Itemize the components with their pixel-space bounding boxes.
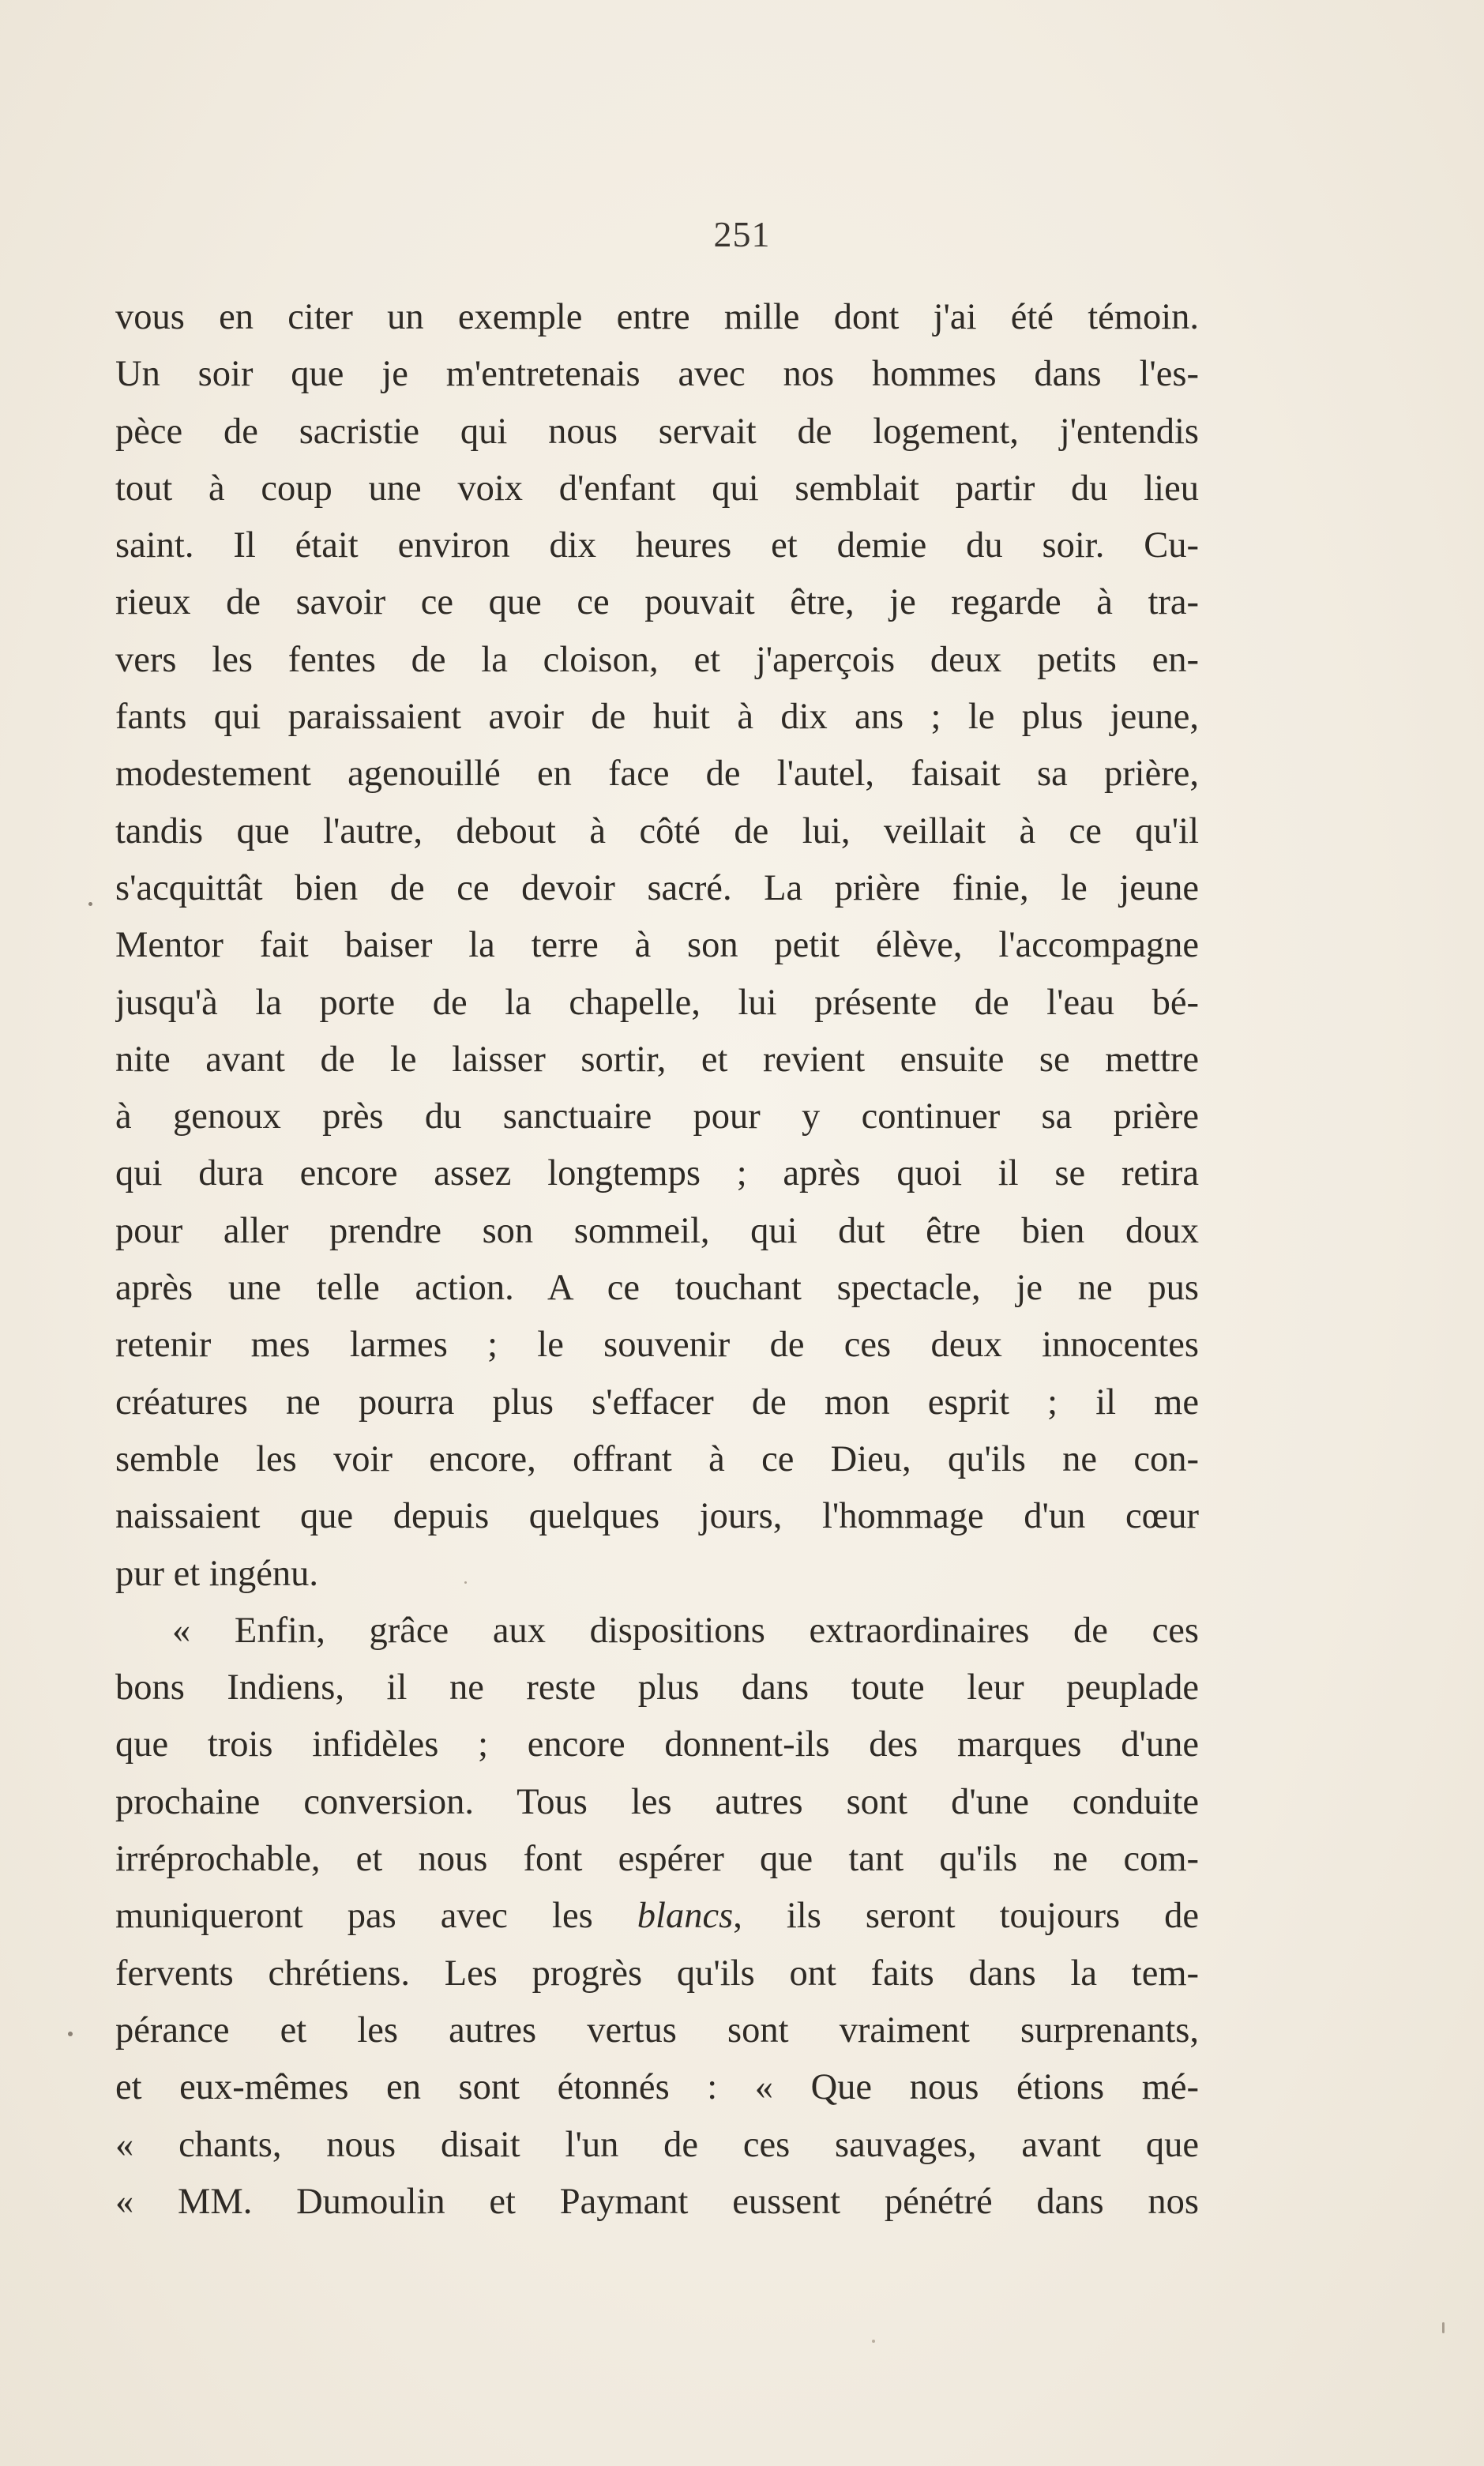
- paper-speck: [88, 902, 92, 906]
- text-line: tandis que l'autre, debout à côté de lui, veillait à ce qu'il: [115, 810, 1199, 851]
- text-line: créatures ne pourra plus s'effacer de mon esprit ; il me: [115, 1381, 1199, 1423]
- text-span: , ils seront toujours de: [733, 1896, 1199, 1937]
- text-line: bons Indiens, il ne reste plus dans toute leur peuplade: [115, 1667, 1199, 1709]
- text-line: après une telle action. A ce touchant spectacle, je ne pus: [115, 1268, 1199, 1309]
- text-line: Mentor fait baiser la terre à son petit élève, l'accompagne: [115, 925, 1199, 966]
- text-line: vers les fentes de la cloison, et j'aperçois deux petits en-: [115, 639, 1199, 680]
- text-line: prochaine conversion. Tous les autres sont d'une conduite: [115, 1781, 1199, 1822]
- text-line: s'acquittât bien de ce devoir sacré. La prière finie, le jeune: [115, 867, 1199, 908]
- text-line: [115, 1888, 1199, 1945]
- text-line: pour aller prendre son sommeil, qui dut être bien doux: [115, 1210, 1199, 1251]
- text-line: modestement agenouillé en face de l'autel, faisait sa prière,: [115, 754, 1199, 795]
- text-line: vous en citer un exemple entre mille dont j'ai été témoin.: [115, 297, 1199, 337]
- text-line: que trois infidèles ; encore donnent-ils des marques d'une: [115, 1724, 1199, 1765]
- text-line: à genoux près du sanctuaire pour y continuer sa prière: [115, 1096, 1199, 1137]
- text-line: saint. Il était environ dix heures et demie du soir. Cu-: [115, 525, 1199, 566]
- text-line: et eux-mêmes en sont étonnés : « Que nous étions mé-: [115, 2067, 1199, 2108]
- text-line: pèce de sacristie qui nous servait de logement, j'entendis: [115, 411, 1199, 452]
- paper-speck: [464, 1581, 467, 1584]
- text-line: « Enfin, grâce aux dispositions extraordinaires de ces: [172, 1610, 1199, 1651]
- text-line: rieux de savoir ce que ce pouvait être, je regarde à tra-: [115, 582, 1199, 623]
- body-text: [115, 289, 1199, 2231]
- text-span: muniqueront pas avec les: [115, 1896, 593, 1937]
- text-line: qui dura encore assez longtemps ; après quoi il se retira: [115, 1153, 1199, 1194]
- text-line: naissaient que depuis quelques jours, l'hommage d'un cœur: [115, 1496, 1199, 1537]
- text-line: irréprochable, et nous font espérer que tant qu'ils ne com-: [115, 1839, 1199, 1880]
- text-line: « chants, nous disait l'un de ces sauvages, avant que: [115, 2124, 1199, 2165]
- text-line: nite avant de le laisser sortir, et revient ensuite se mettre: [115, 1039, 1199, 1080]
- text-line: pérance et les autres vertus sont vraiment surprenants,: [115, 2009, 1199, 2051]
- paper-speck: [872, 2340, 875, 2343]
- paper-speck: [1442, 2322, 1445, 2333]
- text-line: semble les voir encore, offrant à ce Dieu, qu'ils ne con-: [115, 1438, 1199, 1479]
- text-line: tout à coup une voix d'enfant qui semblait partir du lieu: [115, 468, 1199, 509]
- text-line: retenir mes larmes ; le souvenir de ces deux innocentes: [115, 1325, 1199, 1366]
- page-number: 251: [713, 214, 771, 254]
- text-line: jusqu'à la porte de la chapelle, lui présente de l'eau bé-: [115, 982, 1199, 1023]
- text-line: « MM. Dumoulin et Paymant eussent pénétré dans nos: [115, 2181, 1199, 2222]
- italic-word: blancs: [637, 1896, 734, 1937]
- text-line: Un soir que je m'entretenais avec nos hommes dans l'es-: [115, 354, 1199, 395]
- text-line: pur et ingénu.: [115, 1553, 318, 1594]
- text-line: fervents chrétiens. Les progrès qu'ils ont faits dans la tem-: [115, 1953, 1199, 1994]
- text-line: fants qui paraissaient avoir de huit à dix ans ; le plus jeune,: [115, 697, 1199, 738]
- paper-speck: [68, 2032, 73, 2036]
